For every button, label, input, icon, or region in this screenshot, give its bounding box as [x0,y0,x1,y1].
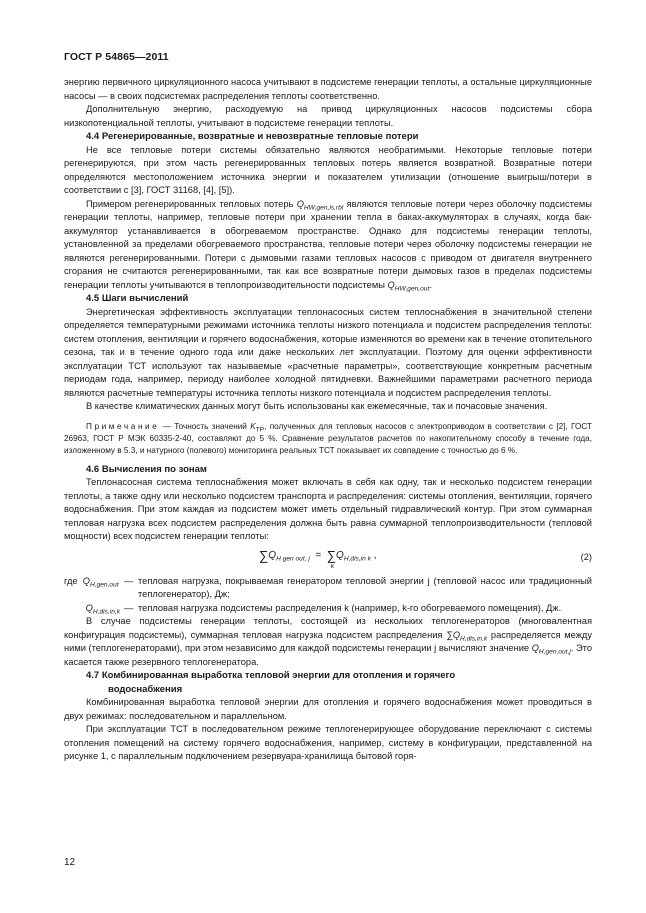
document-body [64,76,592,764]
paragraph: Дополнительную энергию, расходуемую на привод циркуляционных насосов подсистемы сбора низкопотенциальной теплоты, учитывают в подсистеме генерации теплоты. [64,104,592,128]
formula-2 [64,547,592,573]
paragraph: Комбинированная выработка тепловой энергии для отопления и горячего водоснабжения может проводиться в двух режимах: последовательном и параллельном. [64,697,592,721]
definition-row: где $Q_{H,gen,out}$ — тепловая нагрузка, покрываемая генератором тепловой энергии j (тепловой насос или традиционный теплогенератор), Дж; [64,575,592,599]
note: Примечание — Точность значений $K_{ТР}$, полученных для тепловых насосов с электроприводом в соответствии с [2], ГОСТ 26963, ГОСТ Р МЭК 60335-2-40, составляют до 5 %. Сравнение результатов расчетов по накопительному способу в течение года, изложенному в 5.3, и натурного (полевого) мониторинга реальных ТСТ показывает их совпадение с точностью до 6 %. [64,421,592,455]
paragraph: Не все тепловые потери системы обязательно являются необратимыми. Некоторые тепловые потери регенерируются, при этом часть регенерированных тепловых потерь является возвратной. Возвратные потери определяются местоположением источника энергии и показателем утилизации (отношение выигрыш/потери в соответствии с [3], ГОСТ 31168, [4], [5]). [64,144,592,195]
definition-row: $Q_{H,dis,in,k}$ — тепловая нагрузка подсистемы распределения k (например, k-го обогреваемого помещения), Дж. [85,602,562,615]
paragraph: Примером регенерированных тепловых потерь $Q_{HW,gen,ls,rbl}$ являются тепловые потери через оболочку подсистемы генерации теплоты, например, тепловые потери при хранении тепла в баках-аккумуляторах в случаях, когда бак-аккумулятор устанавливается в обогреваемом пространстве. Однако для подсистемы генерации теплоты, установленной за пределами обогреваемого пространства, тепловые потери через оболочку подсистемы генерации не являются регенерированными. Потери с дымовыми газами тепловых насосов с приводом от двигателя внутреннего сгорания не считаются регенерированными, так как все возвратные потери дымовых газов в пределах подсистемы генерации теплоты учитываются в теплопроизводительности подсистемы $Q_{HW,gen,out}$. [64,198,592,292]
page-number: 12 [64,857,76,868]
paragraph: При эксплуатации ТСТ в последовательном режиме теплогенерирующее оборудование переключают с системы отопления помещений на систему горячего водоснабжения, например, систему в конфигурации, представленной на рисунке 1, с параллельным подключением резервуара-хранилища бытовой горя- [64,724,592,761]
paragraph: В качестве климатических данных могут быть использованы как ежемесячные, так и почасовые значения. [86,401,548,411]
section-heading-4-5: 4.5 Шаги вычислений [86,293,189,304]
document-header: ГОСТ Р 54865—2011 [64,51,169,63]
section-heading-4-7: 4.7 Комбинированная выработка тепловой энергии для отопления и горячего водоснабжения [86,670,456,695]
section-heading-4-4: 4.4 Регенерированные, возвратные и невозвратные тепловые потери [86,131,419,142]
paragraph: В случае подсистемы генерации теплоты, состоящей из нескольких теплогенераторов (многовалентная конфигурация подсистемы), суммарная тепловая нагрузка подсистем распределения $\sum Q_{H,dis,in,k}$ распределяется между ними (теплогенераторами), при этом независимо для каждой подсистемы генерации j вычисляют значение $Q_{H,gen,out,j}$. Это касается также резервного теплогенератора. [64,616,592,667]
formula-expression: $\sum Q_{H gen out, j}$ = ∑ k $Q_{H,dis,in k}$ , [259,547,377,570]
formula-number: (2) [580,551,592,562]
paragraph: Теплонасосная система теплоснабжения может включать в себя как одну, так и несколько подсистем генерации теплоты, а также одну или несколько подсистем транспорта и распределения: системы отопления, вентиляции, горячего водоснабжения. При этом каждая из подсистем может иметь отдельный гидравлический контур. При этом суммарная тепловая нагрузка всех подсистем распределения должна быть равна суммарной теплопроизводительности (тепловой мощности) всех подсистем генерации теплоты: [64,477,592,541]
section-heading-4-6: 4.6 Вычисления по зонам [86,463,207,475]
note-label: Примечание [86,421,160,431]
definitions [64,575,592,616]
paragraph: Энергетическая эффективность эксплуатации теплонасосных систем теплоснабжения в значительной степени определяется температурными режимами источника теплоты низкого потенциала и подсистем распределения теплоты: систем отопления, вентиляции и горячего водоснабжения, которые изменяются во времени как в течение отопительного сезона, так и в течение одного года или даже нескольких лет эксплуатации. Поэтому для оценки эффективности эксплуатации ТСТ используют так называемые «расчетные параметры», соответствующие конкретным расчетным периодам года, например, периоду наиболее холодной пятидневки. Важнейшими параметрами расчетного периода являются расчетные температуры источника теплоты низкого потенциала и подсистем распределения теплоты. [64,306,592,398]
paragraph: энергию первичного циркуляционного насоса учитывают в подсистеме генерации теплоты, а остальные циркуляционные насосы — в своих подсистемах распределения теплоты соответственно. [64,77,592,101]
